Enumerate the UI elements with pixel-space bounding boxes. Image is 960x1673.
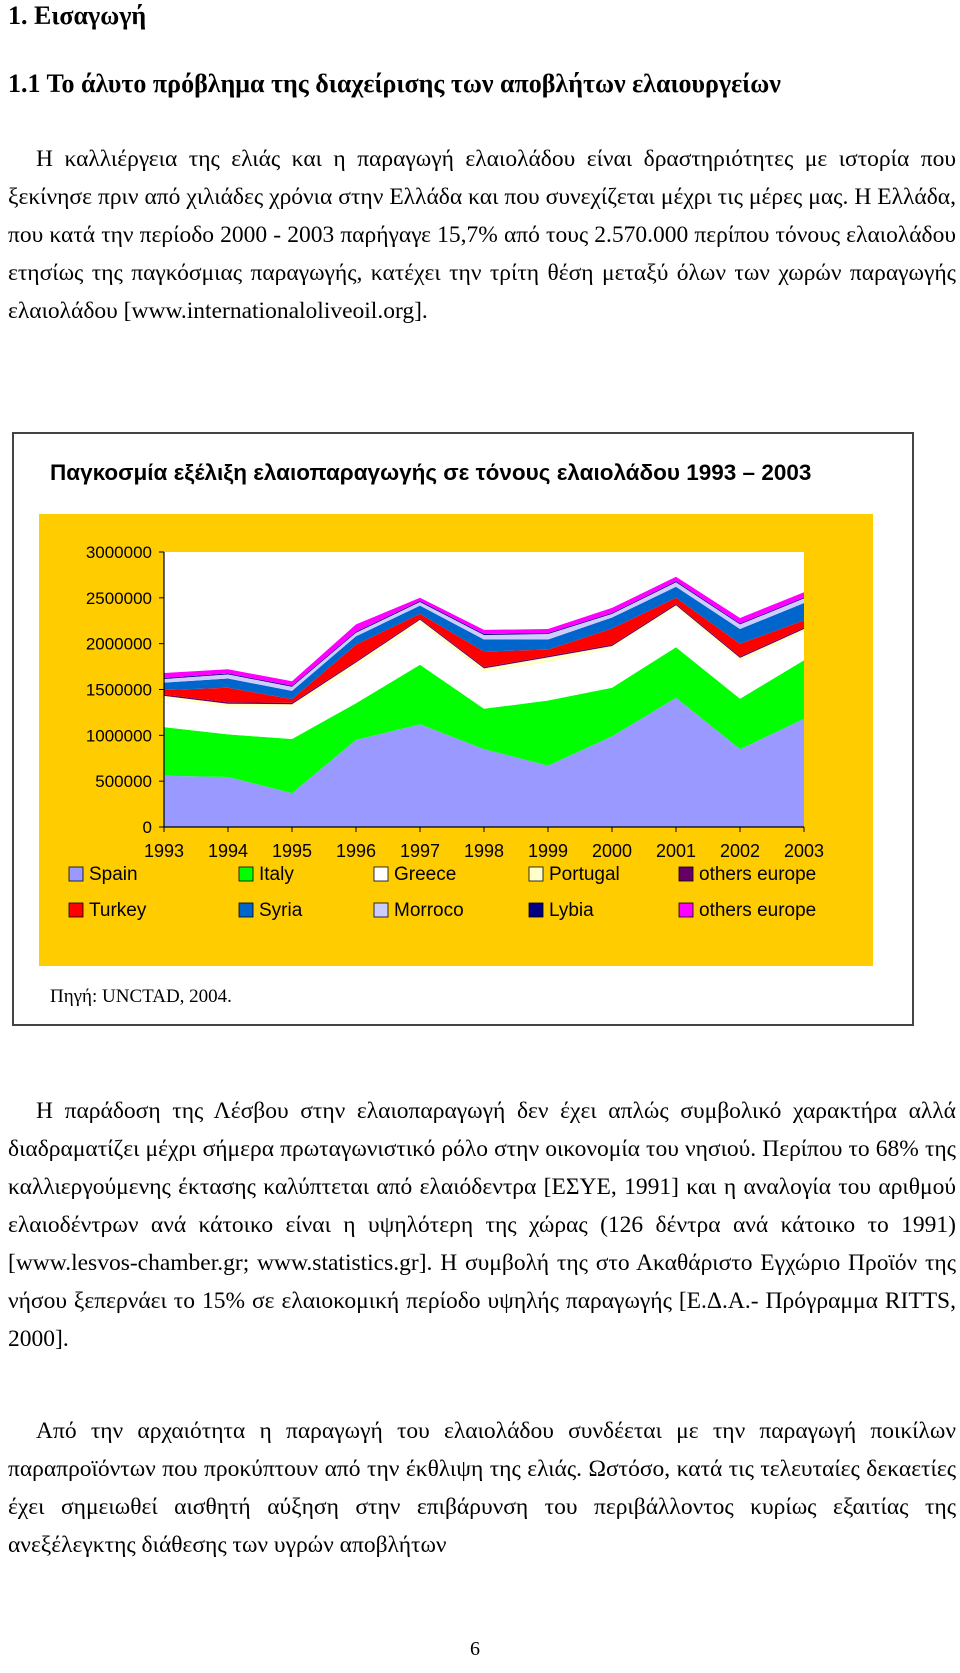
x-tick-label: 1998: [463, 841, 505, 861]
legend-swatch: [529, 867, 543, 881]
legend-swatch: [679, 867, 693, 881]
y-tick-label: 500000: [95, 772, 152, 792]
legend-swatch: [374, 867, 388, 881]
figure-box: [12, 432, 914, 1026]
legend-label: Syria: [259, 900, 303, 921]
legend-swatch: [69, 903, 83, 917]
x-tick-label: 2000: [591, 841, 633, 861]
y-tick-label: 1000000: [85, 726, 152, 746]
y-tick-label: 2500000: [85, 588, 152, 608]
legend-label: Spain: [89, 864, 138, 885]
x-tick-label: 2001: [655, 841, 697, 861]
x-tick-label: 1999: [527, 841, 569, 861]
legend-label: Portugal: [549, 864, 620, 885]
y-tick-label: 0: [142, 818, 152, 837]
page-number: 6: [470, 1638, 480, 1660]
figure-source: Πηγή: UNCTAD, 2004.: [50, 986, 232, 1007]
intro-paragraph: [8, 140, 956, 330]
legend-swatch: [529, 903, 543, 917]
x-tick-label: 1995: [271, 841, 313, 861]
x-tick-label: 1996: [335, 841, 377, 861]
byproducts-paragraph-text: Από την αρχαιότητα η παραγωγή του ελαιολάδου συνδέεται με την παραγωγή ποικίλων παραπροϊόντων που προκύπτουν από την έκθλιψη της ελιάς. Ωστόσο, κατά τις τελευταίες δεκαετίες έχει σημειωθεί αισθητή αύξηση στην επιβάρυνση του περιβάλλοντος κυρίως εξαιτίας της ανεξέλεγκτης διάθεσης των υγρών αποβλήτων: [8, 1418, 956, 1558]
y-tick-label: 3000000: [85, 543, 152, 562]
x-tick-label: 2002: [719, 841, 761, 861]
legend-label: others europe: [699, 900, 817, 921]
legend-label: Greece: [394, 864, 457, 885]
legend-swatch: [679, 903, 693, 917]
section-heading: 1. Εισαγωγή: [8, 1, 147, 30]
legend-swatch: [374, 903, 388, 917]
legend-swatch: [239, 867, 253, 881]
legend-label: Lybia: [549, 900, 594, 921]
legend-swatch: [69, 867, 83, 881]
subsection-heading: 1.1 Το άλυτο πρόβλημα της διαχείρισης των αποβλήτων ελαιουργείων: [8, 69, 781, 98]
chart-container: [39, 514, 873, 966]
x-tick-label: 2003: [783, 841, 825, 861]
intro-paragraph-text: Η καλλιέργεια της ελιάς και η παραγωγή ελαιολάδου είναι δραστηριότητες με ιστορία που ξεκίνησε πριν από χιλιάδες χρόνια στην Ελλάδα και που συνεχίζεται μέχρι τις μέρες μας. Η Ελλάδα, που κατά την περίοδο 2000 - 2003 παρήγαγε 15,7% από τους 2.570.000 περίπου τόνους ελαιολάδου ετησίως της παγκόσμιας παραγωγής, κατέχει την τρίτη θέση μεταξύ όλων των χωρών παραγωγής ελαιολάδου [www.internationaloliveoil.org].: [8, 146, 956, 324]
legend-label: Turkey: [89, 900, 147, 921]
x-tick-label: 1993: [143, 841, 185, 861]
legend-label: Italy: [259, 864, 294, 885]
x-tick-label: 1997: [399, 841, 441, 861]
legend-label: others europe: [699, 864, 817, 885]
y-tick-label: 2000000: [85, 634, 152, 654]
figure-title: Παγκοσμία εξέλιξη ελαιοπαραγωγής σε τόνους ελαιολάδου 1993 – 2003: [50, 460, 812, 485]
legend-label: Morroco: [394, 900, 464, 921]
byproducts-paragraph: [8, 1412, 956, 1564]
stacked-area-chart: [39, 514, 873, 966]
legend-swatch: [239, 903, 253, 917]
lesvos-paragraph-text: Η παράδοση της Λέσβου στην ελαιοπαραγωγή δεν έχει απλώς συμβολικό χαρακτήρα αλλά διαδραματίζει μέχρι σήμερα πρωταγωνιστικό ρόλο στην οικονομία του νησιού. Περίπου το 68% της καλλιεργούμενης έκτασης καλύπτεται από ελαιόδεντρα [ΕΣΥΕ, 1991] και η αναλογία του αριθμού ελαιοδέντρων ανά κάτοικο είναι η υψηλότερη της χώρας (126 δέντρα ανά κάτοικο το 1991) [www.lesvos-chamber.gr; www.statistics.gr]. Η συμβολή της στο Ακαθάριστο Εγχώριο Προϊόν της νήσου ξεπερνάει το 15% σε ελαιοκομική περίοδο υψηλής παραγωγής [Ε.Δ.Α.- Πρόγραμμα RITTS, 2000].: [8, 1098, 956, 1352]
lesvos-paragraph: [8, 1092, 956, 1358]
y-tick-label: 1500000: [85, 680, 152, 700]
x-tick-label: 1994: [207, 841, 249, 861]
